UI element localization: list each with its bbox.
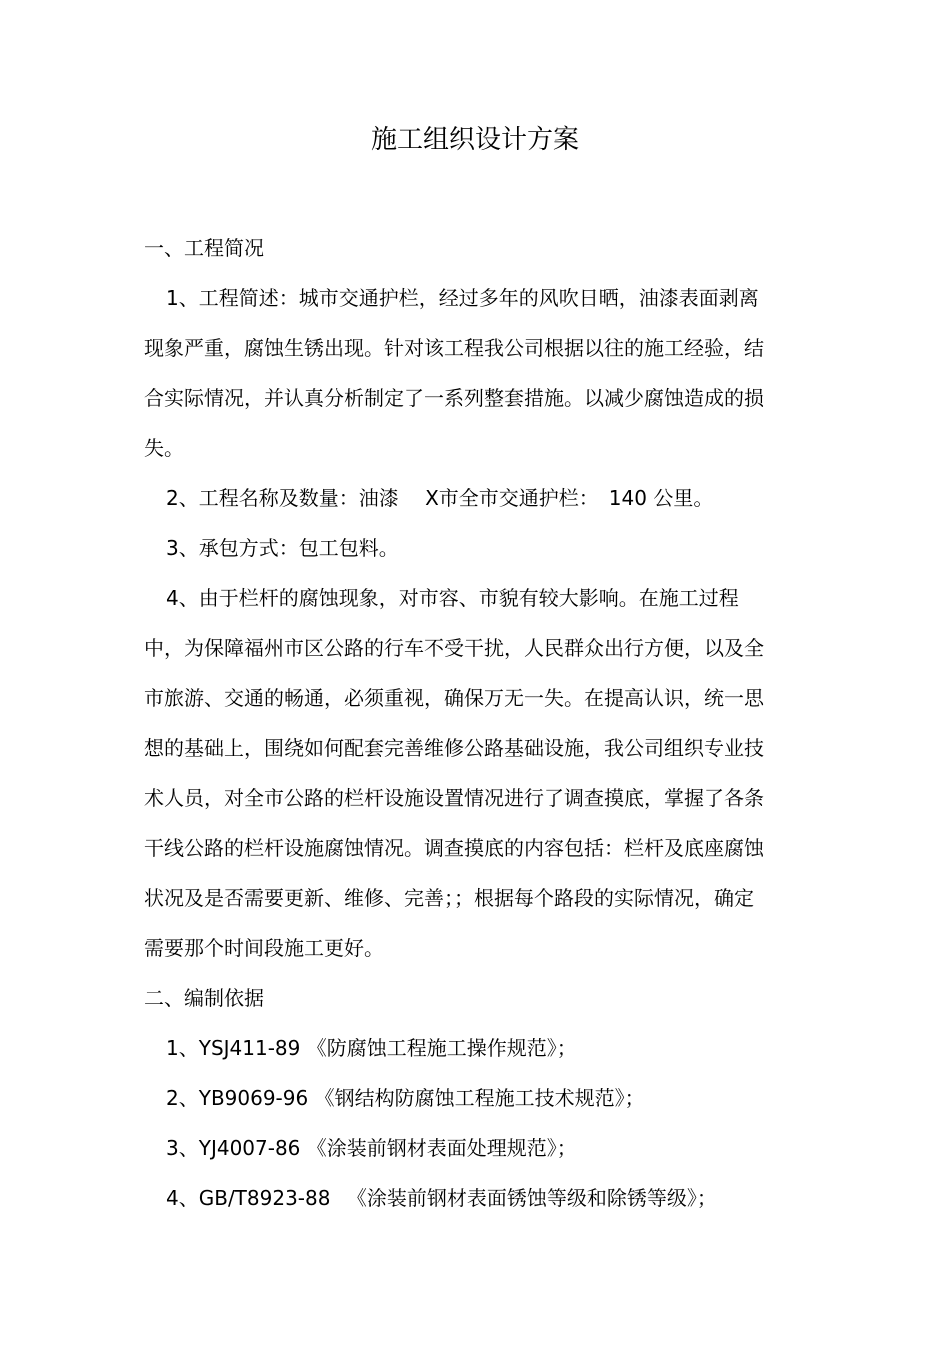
section-heading-overview: 一、工程简况	[144, 236, 264, 260]
list-item: 2、YB9069-96 《钢结构防腐蚀工程施工技术规范》；	[166, 1086, 645, 1110]
list-item: 4、GB/T8923-88 《涂装前钢材表面锈蚀等级和除锈等级》；	[166, 1186, 717, 1210]
paragraph-project-name-quantity: 2、工程名称及数量：油漆 X市全市交通护栏： 140 公里。	[166, 486, 714, 510]
paragraph-corrosion-impact: 4、由于栏杆的腐蚀现象，对市容、市貌有较大影响。在施工过程中，为保障福州市区公路的行车不受干扰，人民群众出行方便，以及全市旅游、交通的畅通，必须重视，确保万无一失。在提高认识，统一思想的基础上，围绕如何配套完善维修公路基础设施，我公司组织专业技术人员，对全市公路的栏杆设施设置情况进行了调查摸底，掌握了各条干线公路的栏杆设施腐蚀情况。调查摸底的内容包括：栏杆及底座腐蚀状况及是否需要更新、维修、完善；；根据每个路段的实际情况，确定需要那个时间段施工更好。	[144, 586, 764, 960]
document-body	[144, 223, 764, 1223]
paragraph-project-summary: 1、工程简述：城市交通护栏，经过多年的风吹日晒，油漆表面剥离现象严重，腐蚀生锈出现。针对该工程我公司根据以往的施工经验，结合实际情况，并认真分析制定了一系列整套措施。以减少腐蚀造成的损失。	[144, 286, 764, 460]
list-item: 1、YSJ411-89 《防腐蚀工程施工操作规范》；	[166, 1036, 577, 1060]
document-title: 施工组织设计方案	[370, 125, 579, 155]
section-heading-basis: 二、编制依据	[144, 986, 264, 1010]
paragraph-contract-method: 3、承包方式：包工包料。	[166, 536, 399, 560]
list-item: 3、YJ4007-86 《涂装前钢材表面处理规范》；	[166, 1136, 577, 1160]
